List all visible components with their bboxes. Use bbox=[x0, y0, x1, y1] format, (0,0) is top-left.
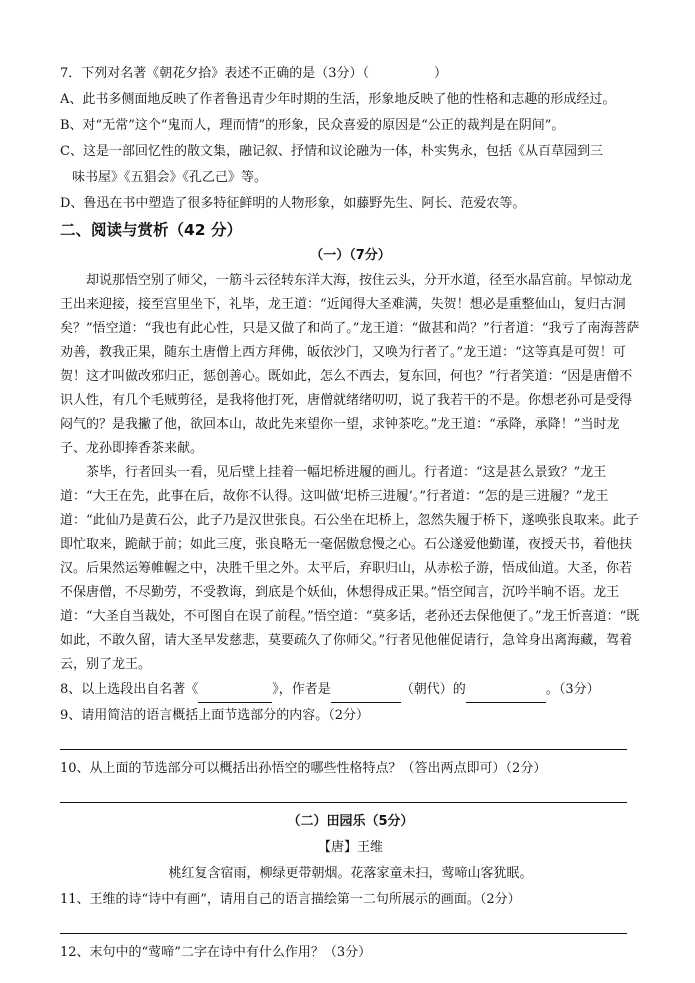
question-12: 12、末句中的“莺啼”二字在诗中有什么作用？（3分） bbox=[60, 945, 372, 960]
question-10: 10、从上面的节选部分可以概括出孙悟空的哪些性格特点？（答出两点即可）（2分） bbox=[60, 761, 547, 776]
answer-line-q10[interactable] bbox=[60, 782, 627, 803]
part-1-heading: （一）（7分） bbox=[310, 248, 391, 263]
poem-author: 【唐】王维 bbox=[317, 840, 383, 855]
section-2-title: 二、阅读与赏析（42 分） bbox=[60, 221, 242, 239]
question-7-option-c-cont: 味书屋》《五猖会》《孔乙己》等。 bbox=[72, 170, 268, 185]
question-7-option-b: B、对“无常”这个“鬼而人，理而情”的形象，民众喜爱的原因是“公正的裁判是在阴间”。 bbox=[60, 118, 565, 133]
answer-line-q9[interactable] bbox=[60, 729, 627, 750]
passage-paragraph-2: 茶毕，行者回头一看，见后壁上挂着一幅圯桥进履的画儿。行者道：“这是甚么景致？”龙王道：“大王在先，此事在后，故你不认得。这叫做‘圯桥三进履’。”行者道：“怎的是三进履？”龙王道：“此仙乃是黄石公，此子乃是汉世张良。石公坐在圯桥上，忽然失履于桥下，遂唤张良取来。此子即忙取来，跪献于前；如此三度，张良略无一毫倨傲怠慢之心。石公遂爱他勤谨，夜授天书，着他扶汉。后果然运筹帷幄之中，决胜千里之外。太平后，弃职归山，从赤松子游，悟成仙道。大圣，你若不保唐僧，不尽勤劳，不受教诲，到底是个妖仙，休想得成正果。”悟空闻言，沉吟半晌不语。龙王道：“大圣自当裁处，不可图自在误了前程。”悟空道：“莫多话，老孙还去保他便了。”龙王忻喜道：“既如此，不敢久留，请大圣早发慈悲，莫要疏久了你师父。”行者见他催促请行，急耸身出离海藏，驾着云，别了龙王。 bbox=[60, 465, 640, 672]
answer-blank-dynasty[interactable] bbox=[331, 686, 401, 703]
question-11: 11、王维的诗“诗中有画”，请用自己的语言描绘第一二句所展示的画面。（2分） bbox=[60, 892, 521, 907]
question-8-text-b: 》，作者是 bbox=[272, 682, 331, 697]
question-8-text-a: 8、以上选段出自名著《 bbox=[60, 682, 199, 697]
question-8 bbox=[60, 677, 641, 703]
poem-text: 桃红复含宿雨，柳绿更带朝烟。花落家童未扫，莺啼山客犹眠。 bbox=[168, 866, 533, 881]
question-7-option-d: D、鲁迅在书中塑造了很多特征鲜明的人物形象，如藤野先生、阿长、范爱农等。 bbox=[60, 196, 526, 211]
question-7-stem: 7．下列对名著《朝花夕拾》表述不正确的是（3分）（ ） bbox=[60, 66, 448, 81]
question-8-text-d: 。（3分） bbox=[545, 682, 600, 697]
question-7-option-a: A、此书多侧面地反映了作者鲁迅青少年时期的生活，形象地反映了他的性格和志趣的形成经过。 bbox=[60, 92, 616, 107]
question-8-text-c: （朝代）的 bbox=[400, 682, 466, 697]
answer-blank-book[interactable] bbox=[198, 686, 272, 703]
answer-line-q11[interactable] bbox=[60, 913, 627, 934]
passage-paragraph-1: 却说那悟空别了师父，一筋斗云径转东洋大海，按住云头，分开水道，径至水晶宫前。早惊动龙王出来迎接，接至宫里坐下，礼毕，龙王道：“近闻得大圣难满，失贺！想必是重整仙山，复归古洞矣？”悟空道：“我也有此心性，只是又做了和尚了。”龙王道：“做甚和尚？”行者道：“我亏了南海菩萨劝善，教我正果，随东土唐僧上西方拜佛，皈依沙门，又唤为行者了。”龙王道：“这等真是可贺！可贺！这才叫做改邪归正，惩创善心。既如此，怎么不西去，复东回，何也？”行者笑道：“因是唐僧不识人性，有几个毛贼剪径，是我将他打死，唐僧就绪绪叨叨，说了我若干的不是。你想老孙可是受得闷气的？是我撇了他，欲回本山，故此先来望你一望，求钟茶吃。”龙王道：“承降，承降！”当时龙子、龙孙即捧香茶来献。 bbox=[60, 273, 640, 456]
question-9: 9、请用简洁的语言概括上面节选部分的内容。（2分） bbox=[60, 708, 370, 723]
answer-blank-author[interactable] bbox=[466, 686, 546, 703]
part-2-heading: （二）田园乐（5分） bbox=[287, 814, 414, 829]
question-7-option-c: C、这是一部回忆性的散文集，融记叙、抒情和议论融为一体，朴实隽永，包括《从百草园到三 bbox=[60, 144, 603, 159]
